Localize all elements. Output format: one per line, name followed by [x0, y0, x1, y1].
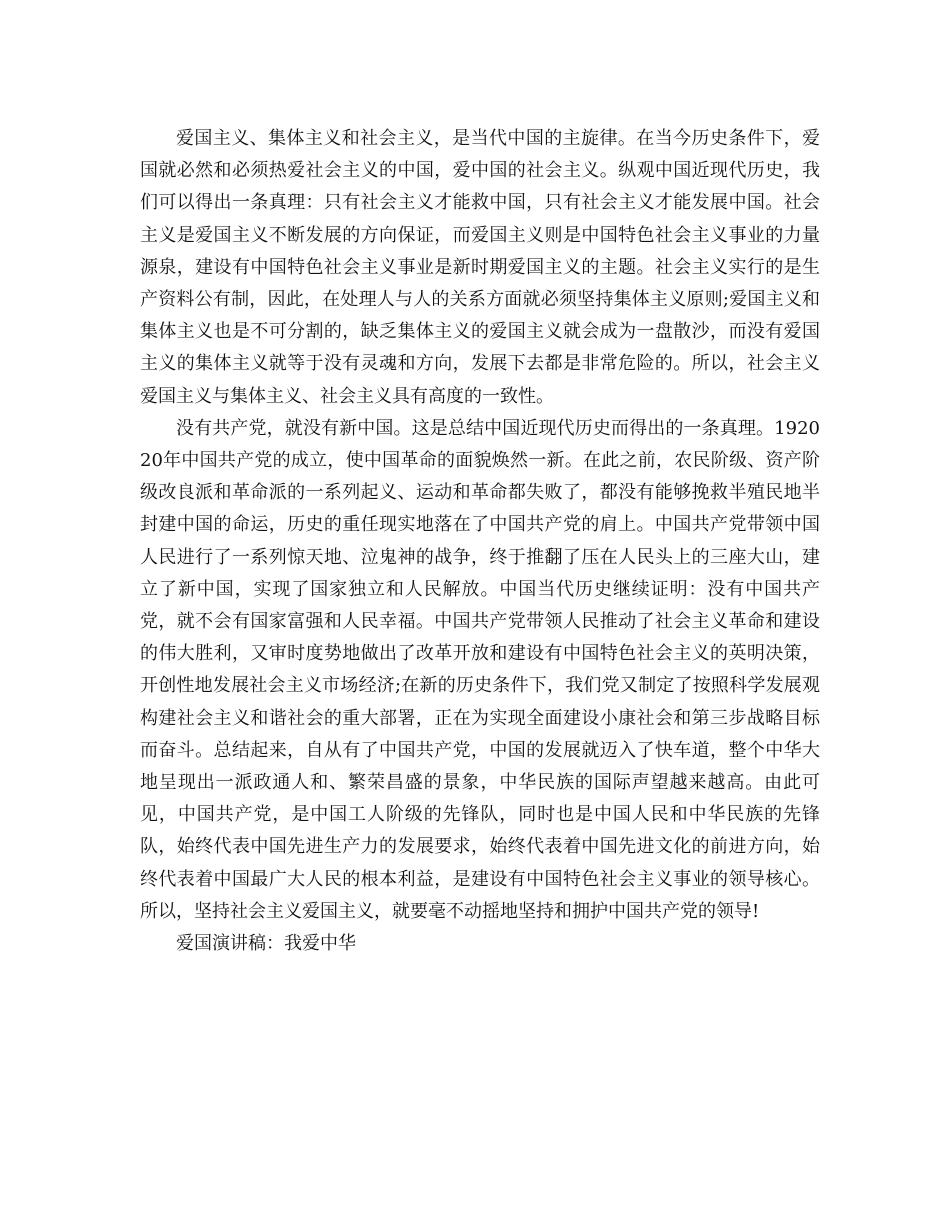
document-body — [140, 123, 820, 960]
closing-title: 爱国演讲稿：我爱中华 — [176, 933, 356, 955]
paragraph-1: 爱国主义、集体主义和社会主义，是当代中国的主旋律。在当今历史条件下，爱国就必然和必须热爱社会主义的中国，爱中国的社会主义。纵观中国近现代历史，我们可以得出一条真理：只有社会主义才能救中国，只有社会主义才能发展中国。社会主义是爱国主义不断发展的方向保证，而爱国主义则是中国特色社会主义事业的力量源泉，建设有中国特色社会主义事业是新时期爱国主义的主题。社会主义实行的是生产资料公有制，因此，在处理人与人的关系方面就必须坚持集体主义原则;爱国主义和集体主义也是不可分割的，缺乏集体主义的爱国主义就会成为一盘散沙，而没有爱国主义的集体主义就等于没有灵魂和方向，发展下去都是非常危险的。所以，社会主义爱国主义与集体主义、社会主义具有高度的一致性。 — [140, 128, 820, 407]
paragraph-2: 没有共产党，就没有新中国。这是总结中国近现代历史而得出的一条真理。192020年中国共产党的成立，使中国革命的面貌焕然一新。在此之前，农民阶级、资产阶级改良派和革命派的一系列起义、运动和革命都失败了，都没有能够挽救半殖民地半封建中国的命运，历史的重任现实地落在了中国共产党的肩上。中国共产党带领中国人民进行了一系列惊天地、泣鬼神的战争，终于推翻了压在人民头上的三座大山，建立了新中国，实现了国家独立和人民解放。中国当代历史继续证明：没有中国共产党，就不会有国家富强和人民幸福。中国共产党带领人民推动了社会主义革命和建设的伟大胜利，又审时度势地做出了改革开放和建设有中国特色社会主义的英明决策，开创性地发展社会主义市场经济;在新的历史条件下，我们党又制定了按照科学发展观构建社会主义和谐社会的重大部署，正在为实现全面建设小康社会和第三步战略目标而奋斗。总结起来，自从有了中国共产党，中国的发展就迈入了快车道，整个中华大地呈现出一派政通人和、繁荣昌盛的景象，中华民族的国际声望越来越高。由此可见，中国共产党，是中国工人阶级的先锋队，同时也是中国人民和中华民族的先锋队，始终代表中国先进生产力的发展要求，始终代表着中国先进文化的前进方向，始终代表着中国最广大人民的根本利益，是建设有中国特色社会主义事业的领导核心。所以，坚持社会主义爱国主义，就要毫不动摇地坚持和拥护中国共产党的领导! — [140, 417, 820, 922]
